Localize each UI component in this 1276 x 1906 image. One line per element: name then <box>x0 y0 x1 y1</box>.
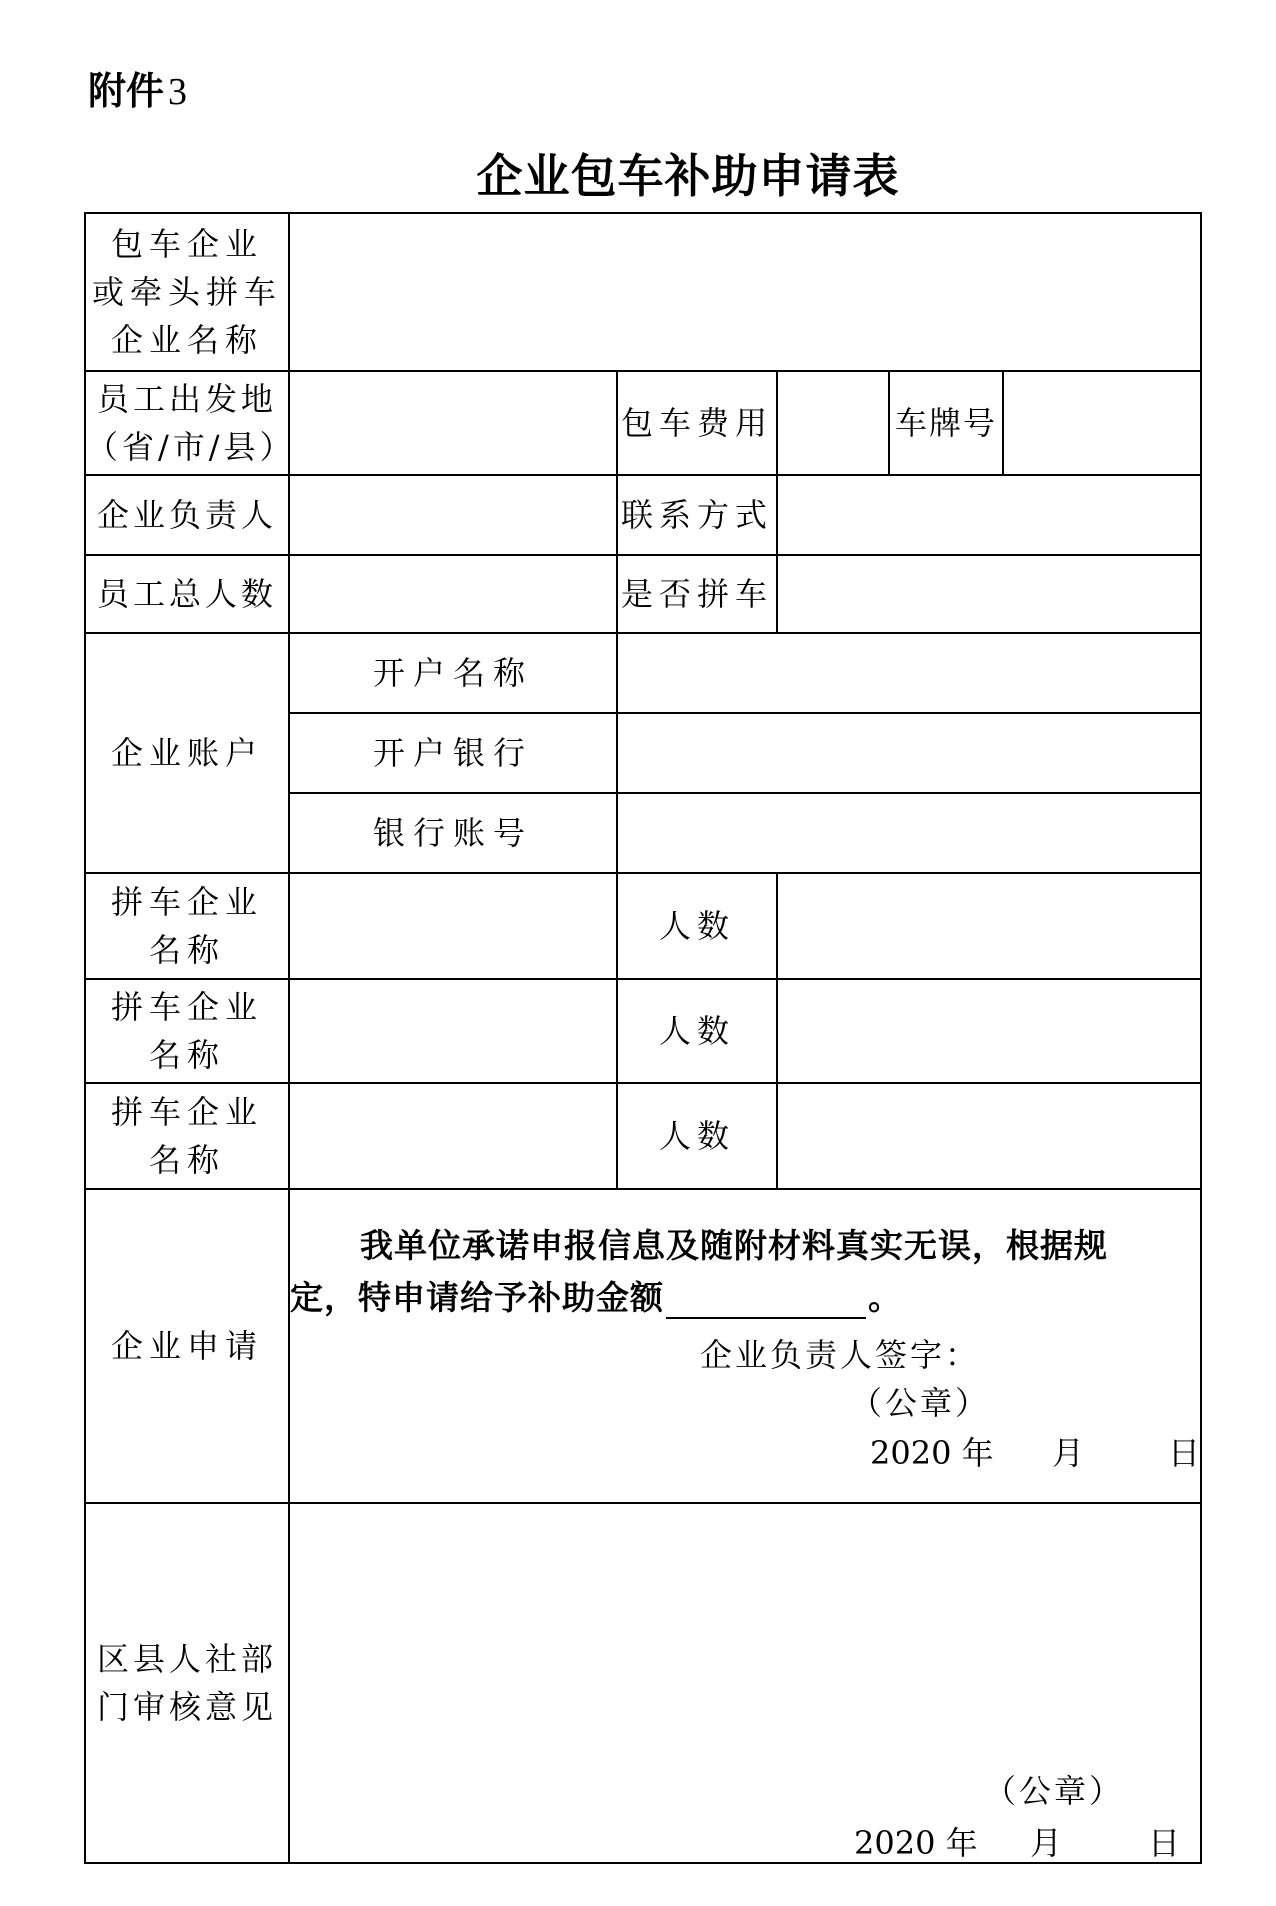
responsible-field[interactable] <box>288 474 618 556</box>
review-seal: （公章） <box>984 1772 1125 1810</box>
attachment-label: 附件 3 <box>88 69 188 113</box>
application-seal: （公章） <box>850 1384 991 1422</box>
review-label: 区县人社部 门审核意见 <box>96 1640 277 1726</box>
application-date-year: 2020 年 <box>870 1434 994 1472</box>
application-amount-line: 定，特申请给予补助金额 。 <box>290 1278 902 1317</box>
account-name-field[interactable] <box>616 632 1202 714</box>
people-label: 人数 <box>658 1012 735 1050</box>
plate-label: 车牌号 <box>894 404 997 442</box>
carpool-company-field[interactable] <box>288 978 618 1084</box>
application-commitment-text: 我单位承诺申报信息及随附材料真实无误，根据规 <box>360 1226 1108 1265</box>
origin-field[interactable] <box>288 370 618 476</box>
responsible-label: 企业负责人 <box>96 496 277 534</box>
contact-field[interactable] <box>776 474 1202 556</box>
total-staff-label: 员工总人数 <box>96 575 277 613</box>
people-field[interactable] <box>776 978 1202 1084</box>
plate-field[interactable] <box>1002 370 1202 476</box>
carpool-field[interactable] <box>776 554 1202 634</box>
company-name-label: 包车企业 或牵头拼车 企业名称 <box>91 225 282 359</box>
carpool-label: 是否拼车 <box>620 575 773 613</box>
review-date-year: 2020 年 <box>854 1824 978 1862</box>
bank-account-field[interactable] <box>616 792 1202 874</box>
bank-label: 开户银行 <box>372 734 533 772</box>
account-label: 企业账户 <box>110 734 263 772</box>
contact-label: 联系方式 <box>620 496 773 534</box>
bank-account-label: 银行账号 <box>372 814 533 852</box>
company-name-field[interactable] <box>288 212 1202 372</box>
carpool-company-field[interactable] <box>288 1082 618 1190</box>
amount-blank[interactable] <box>666 1285 866 1319</box>
application-date-month: 月 <box>1052 1434 1085 1472</box>
signature-label: 企业负责人签字： <box>700 1336 981 1374</box>
account-name-label: 开户名称 <box>372 654 533 692</box>
people-field[interactable] <box>776 1082 1202 1190</box>
carpool-company-label: 拼车企业 名称 <box>110 1093 263 1179</box>
total-staff-field[interactable] <box>288 554 618 634</box>
charter-fee-label: 包车费用 <box>620 404 773 442</box>
people-label: 人数 <box>658 907 735 945</box>
carpool-company-label: 拼车企业 名称 <box>110 883 263 969</box>
application-date-day: 日 <box>1168 1434 1201 1472</box>
people-label: 人数 <box>658 1117 735 1155</box>
bank-field[interactable] <box>616 712 1202 794</box>
review-date-month: 月 <box>1030 1824 1063 1862</box>
page-title: 企业包车补助申请表 <box>476 149 900 203</box>
application-label: 企业申请 <box>110 1327 263 1365</box>
carpool-company-field[interactable] <box>288 872 618 980</box>
review-date-day: 日 <box>1148 1824 1181 1862</box>
people-field[interactable] <box>776 872 1202 980</box>
charter-fee-field[interactable] <box>776 370 890 476</box>
carpool-company-label: 拼车企业 名称 <box>110 988 263 1074</box>
origin-label: 员工出发地 （省/市/县） <box>86 380 296 466</box>
